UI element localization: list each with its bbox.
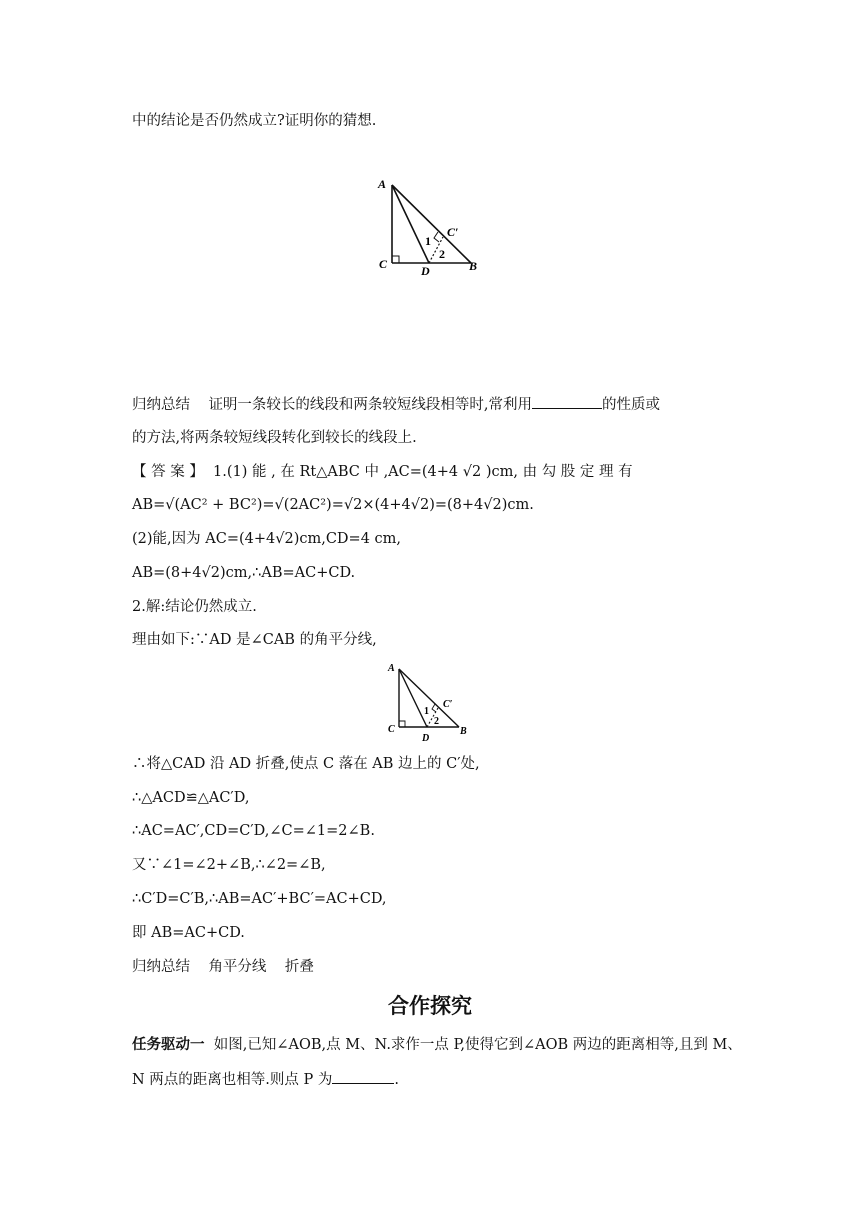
section-title: 合作探究 <box>388 994 472 1018</box>
summary1-text-a: 证明一条较长的线段和两条较短线段相等时,常利用 <box>208 397 533 413</box>
task-text-2b: . <box>394 1072 399 1088</box>
right-angle-mark-C <box>399 721 405 727</box>
answer-line10: 又∵∠1=∠2+∠B,∴∠2=∠B, <box>132 857 326 873</box>
task-label: 任务驱动一 <box>132 1037 205 1053</box>
answer-line2: AB=√(AC² + BC²)=√(2AC²)=√2×(4+4√2)=(8+4√2)cm. <box>132 497 534 513</box>
task-text-1: 如图,已知∠AOB,点 M、N.求作一点 P,使得它到∠AOB 两边的距离相等,且到 M、 <box>213 1037 742 1053</box>
task-text-2a: N 两点的距离也相等.则点 P 为 <box>132 1072 333 1088</box>
label-angle-1: 1 <box>425 234 431 248</box>
answer-line6: 理由如下:∵AD 是∠CAB 的角平分线, <box>132 632 377 648</box>
label-Cprime: C′ <box>447 225 459 239</box>
answer-line3: (2)能,因为 AC=(4+4√2)cm,CD=4 cm, <box>132 531 402 547</box>
right-angle-mark-Cp <box>432 704 436 712</box>
summary1-line2: 的方法,将两条较短线段转化到较长的线段上. <box>132 430 417 446</box>
label-C: C <box>379 257 388 271</box>
answer-line8: ∴△ACD≌△AC′D, <box>132 790 250 806</box>
label-B: B <box>469 259 478 273</box>
task-answer-blank[interactable] <box>332 1069 394 1084</box>
label-Cprime: C′ <box>443 699 453 710</box>
label-B: B <box>460 726 467 737</box>
answer-bracket: 【 答 案 】 <box>132 464 204 480</box>
summary2-lead: 归纳总结 <box>132 959 190 975</box>
task-line2 <box>132 1069 399 1090</box>
label-angle-1: 1 <box>424 706 429 717</box>
summary2-item-1: 角平分线 <box>208 959 267 975</box>
summary1-lead: 归纳总结 <box>132 397 190 413</box>
answer-line4: AB=(8+4√2)cm,∴AB=AC+CD. <box>132 565 356 581</box>
answer-line5: 2.解:结论仍然成立. <box>132 599 257 615</box>
summary2-line <box>132 957 314 977</box>
answer-line7: ∴将△CAD 沿 AD 折叠,使点 C 落在 AB 边上的 C′处, <box>132 756 480 772</box>
label-D: D <box>422 733 430 744</box>
summary1-text-b: 的性质或 <box>602 397 661 413</box>
answer-line11: ∴C′D=C′B,∴AB=AC′+BC′=AC+CD, <box>132 891 387 907</box>
segment-AD <box>399 669 427 727</box>
label-D: D <box>421 264 430 278</box>
segment-AB <box>399 669 459 727</box>
task-line1 <box>132 1035 742 1055</box>
answer-text-1: 1.(1) 能 , 在 Rt△ABC 中 ,AC=(4+4 √2 )cm, 由 勾 股 定 理 有 <box>213 464 633 480</box>
label-C: C <box>388 724 395 735</box>
answer-line12: 即 AB=AC+CD. <box>132 925 245 941</box>
top-text: 中的结论是否仍然成立?证明你的猜想. <box>132 113 377 129</box>
label-A: A <box>378 177 387 191</box>
label-angle-2: 2 <box>439 247 445 261</box>
answer-line9: ∴AC=AC′,CD=C′D,∠C=∠1=2∠B. <box>132 823 375 839</box>
label-angle-2: 2 <box>434 716 439 727</box>
summary2-item-2: 折叠 <box>284 959 314 975</box>
label-A: A <box>388 663 395 674</box>
